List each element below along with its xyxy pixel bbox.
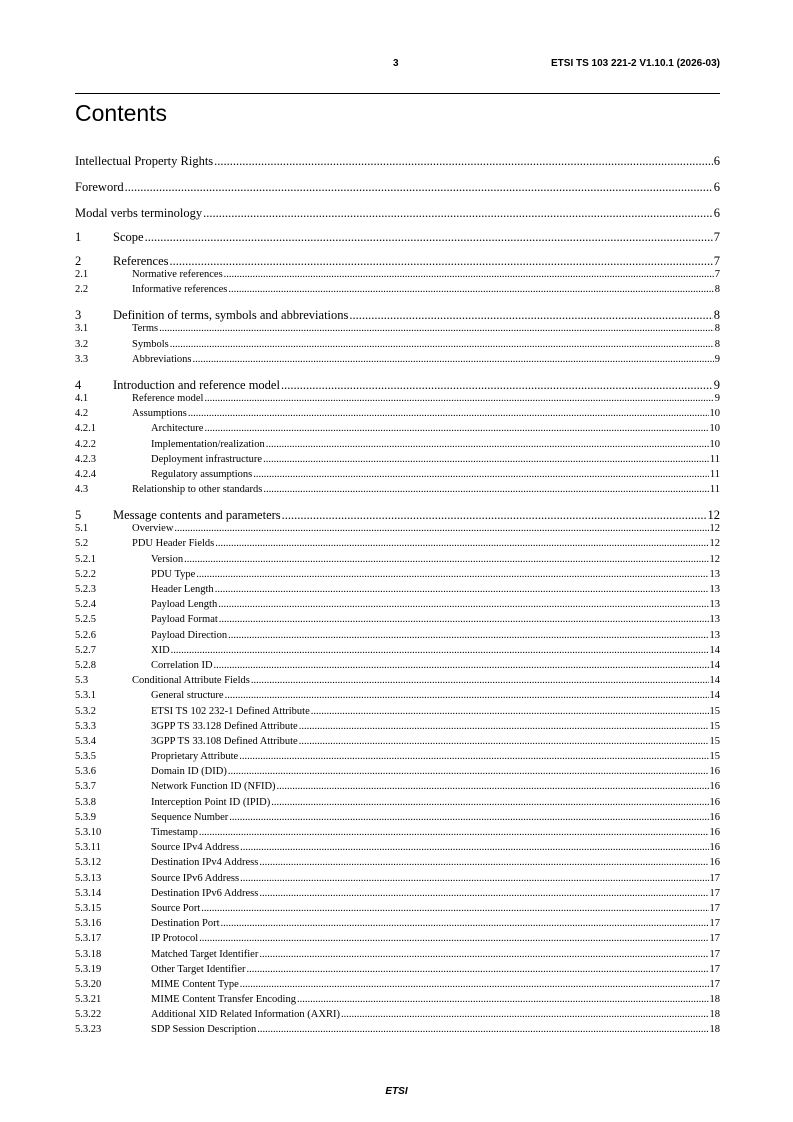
toc-entry-page: 6	[713, 206, 720, 220]
toc-leader-dots	[170, 254, 713, 269]
toc-entry-number: 2.1	[75, 269, 89, 280]
toc-entry-title: Normative references	[132, 269, 223, 280]
toc-entry[interactable]	[75, 690, 720, 705]
toc-entry-number: 4.3	[75, 484, 89, 496]
toc-entry-page: 10	[709, 423, 720, 435]
toc-entry-number: 2	[75, 254, 82, 268]
toc-entry[interactable]	[75, 645, 720, 660]
toc-entry-title: Conditional Attribute Fields	[132, 675, 250, 687]
toc-entry-number: 4.2.2	[75, 438, 96, 450]
toc-entry[interactable]	[75, 827, 720, 842]
toc-entry-page: 17	[709, 948, 720, 960]
toc-entry-page: 17	[709, 872, 720, 884]
toc-entry-number: 1	[75, 230, 82, 244]
toc-entry-page: 9	[713, 377, 720, 392]
toc-entry-page: 12	[707, 508, 720, 523]
toc-leader-dots	[225, 690, 709, 701]
table-of-contents	[75, 143, 720, 1040]
toc-leader-dots	[299, 721, 709, 732]
toc-entry-page: 7	[713, 254, 720, 268]
toc-entry[interactable]	[75, 721, 720, 736]
toc-entry-title: Additional XID Related Information (AXRI)	[151, 1009, 340, 1021]
toc-entry-number: 5.3.21	[75, 994, 102, 1006]
toc-entry-title: Overview	[132, 523, 174, 535]
toc-leader-dots	[196, 569, 708, 580]
toc-entry-page: 15	[709, 705, 720, 717]
toc-leader-dots	[240, 979, 709, 990]
toc-entry-title: Message contents and parameters	[113, 508, 281, 523]
toc-leader-dots	[125, 180, 713, 195]
toc-entry-page: 15	[709, 751, 720, 763]
toc-entry-title: Deployment infrastructure	[151, 453, 263, 465]
toc-entry[interactable]	[75, 408, 720, 423]
toc-entry[interactable]	[75, 245, 720, 269]
toc-entry-page: 9	[714, 353, 720, 365]
toc-entry[interactable]	[75, 781, 720, 796]
toc-entry-number: 5.3.16	[75, 918, 102, 930]
toc-entry-number: 5.3.19	[75, 963, 102, 975]
toc-entry[interactable]	[75, 918, 720, 933]
toc-entry-title: Source Port	[151, 902, 201, 914]
toc-entry[interactable]	[75, 797, 720, 812]
toc-entry-title: SDP Session Description	[151, 1024, 257, 1036]
toc-entry-number: 4	[75, 377, 82, 392]
toc-entry-title: Informative references	[132, 284, 228, 296]
toc-entry-number: 5.3.17	[75, 933, 102, 945]
toc-entry-title: Interception Point ID (IPID)	[151, 796, 271, 808]
toc-entry[interactable]	[75, 269, 720, 284]
toc-entry-number: 5.3.6	[75, 766, 96, 778]
toc-entry-title: Implementation/realization	[151, 438, 265, 450]
toc-entry-title: Timestamp	[151, 827, 198, 838]
toc-leader-dots	[299, 736, 709, 747]
toc-entry[interactable]	[75, 523, 720, 538]
toc-entry-page: 16	[709, 811, 720, 823]
toc-entry[interactable]	[75, 484, 720, 499]
toc-leader-dots	[229, 812, 708, 823]
toc-entry-title: ETSI TS 102 232-1 Defined Attribute	[151, 705, 310, 717]
toc-entry-title: Architecture	[151, 423, 204, 435]
toc-leader-dots	[174, 523, 708, 534]
toc-entry-page: 12	[709, 538, 720, 550]
toc-entry-title: Foreword	[75, 180, 124, 194]
toc-leader-dots	[240, 842, 708, 853]
toc-leader-dots	[199, 933, 708, 944]
toc-entry[interactable]	[75, 812, 720, 827]
toc-entry-title: IP Protocol	[151, 933, 199, 945]
toc-entry-number: 5.2.3	[75, 584, 96, 595]
toc-entry-number: 5.2.2	[75, 568, 96, 580]
toc-leader-dots	[251, 675, 709, 686]
toc-entry-number: 5.3.18	[75, 948, 102, 960]
toc-entry-page: 17	[709, 963, 720, 975]
toc-entry[interactable]	[75, 454, 720, 469]
toc-entry-page: 8	[714, 284, 720, 296]
toc-entry-page: 17	[709, 918, 720, 930]
toc-leader-dots	[259, 857, 708, 868]
toc-entry-number: 5.2.4	[75, 599, 96, 611]
toc-entry-number: 4.2.4	[75, 468, 96, 480]
toc-entry-number: 5.3.23	[75, 1024, 102, 1036]
toc-entry-title: Payload Length	[151, 599, 218, 611]
toc-leader-dots	[263, 484, 709, 495]
toc-entry[interactable]	[75, 584, 720, 599]
toc-entry-page: 8	[714, 338, 720, 350]
toc-entry[interactable]	[75, 614, 720, 629]
toc-entry[interactable]	[75, 499, 720, 523]
toc-entry-number: 3	[75, 308, 82, 323]
toc-entry-title: Matched Target Identifier	[151, 948, 259, 960]
toc-leader-dots	[311, 706, 709, 717]
toc-entry-number: 5.3.5	[75, 751, 96, 763]
toc-leader-dots	[341, 1009, 709, 1020]
toc-leader-dots	[214, 660, 709, 671]
toc-entry[interactable]	[75, 842, 720, 857]
toc-entry-page: 15	[709, 735, 720, 747]
toc-entry-number: 5.3.20	[75, 978, 102, 990]
toc-entry-page: 18	[709, 1009, 720, 1021]
toc-entry-number: 5.3.7	[75, 781, 96, 793]
toc-entry-page: 11	[709, 484, 720, 496]
toc-leader-dots	[239, 751, 708, 762]
toc-leader-dots	[259, 888, 708, 899]
toc-entry-page: 7	[714, 269, 720, 280]
toc-entry-title: PDU Header Fields	[132, 538, 215, 550]
toc-entry-page: 16	[709, 842, 720, 854]
toc-entry-number: 3.3	[75, 353, 89, 365]
toc-entry-page: 9	[714, 392, 720, 404]
toc-entry-page: 13	[709, 629, 720, 641]
toc-entry[interactable]	[75, 1024, 720, 1039]
toc-entry-page: 17	[709, 933, 720, 945]
toc-leader-dots	[145, 230, 713, 245]
toc-entry-page: 11	[709, 468, 720, 480]
toc-entry-number: 3.2	[75, 338, 89, 350]
toc-entry-title: Sequence Number	[151, 811, 229, 823]
toc-entry[interactable]	[75, 423, 720, 438]
toc-leader-dots	[201, 903, 708, 914]
toc-leader-dots	[228, 284, 713, 295]
toc-leader-dots	[184, 554, 708, 565]
toc-leader-dots	[259, 949, 708, 960]
toc-entry[interactable]	[75, 169, 720, 195]
toc-entry-title: Reference model	[132, 392, 204, 404]
toc-leader-dots	[228, 766, 709, 777]
toc-entry[interactable]	[75, 736, 720, 751]
toc-entry-title: Assumptions	[132, 408, 187, 420]
toc-entry[interactable]	[75, 706, 720, 721]
toc-entry-title: Terms	[132, 323, 159, 335]
toc-entry-title: XID	[151, 644, 170, 656]
toc-entry-number: 4.1	[75, 392, 89, 404]
toc-entry-page: 16	[709, 857, 720, 869]
toc-entry-number: 4.2.3	[75, 453, 96, 465]
toc-entry[interactable]	[75, 979, 720, 994]
toc-entry-number: 3.1	[75, 323, 89, 335]
toc-entry[interactable]	[75, 299, 720, 323]
toc-entry-title: Definition of terms, symbols and abbreviations	[113, 308, 349, 323]
toc-leader-dots	[266, 439, 709, 450]
toc-entry[interactable]	[75, 323, 720, 338]
toc-entry-number: 5.2.1	[75, 553, 96, 565]
toc-entry-title: Other Target Identifier	[151, 963, 246, 975]
toc-leader-dots	[159, 323, 714, 334]
toc-entry[interactable]	[75, 569, 720, 584]
toc-entry[interactable]	[75, 873, 720, 888]
toc-entry-page: 8	[714, 323, 720, 335]
toc-entry-title: 3GPP TS 33.108 Defined Attribute	[151, 735, 298, 747]
footer-logo-text: ETSI	[385, 1086, 408, 1097]
toc-entry-page: 13	[709, 599, 720, 611]
toc-entry-page: 14	[709, 644, 720, 656]
toc-leader-dots	[171, 645, 709, 656]
toc-entry-page: 16	[709, 827, 720, 838]
toc-entry[interactable]	[75, 439, 720, 454]
toc-leader-dots	[263, 454, 709, 465]
toc-leader-dots	[214, 154, 713, 169]
toc-entry[interactable]	[75, 949, 720, 964]
toc-entry[interactable]	[75, 675, 720, 690]
toc-entry-title: Header Length	[151, 584, 214, 595]
toc-entry-title: Destination IPv4 Address	[151, 857, 259, 869]
toc-entry[interactable]	[75, 888, 720, 903]
toc-entry-page: 15	[709, 720, 720, 732]
toc-entry-page: 16	[709, 796, 720, 808]
toc-entry-title: References	[113, 254, 169, 268]
toc-leader-dots	[349, 308, 712, 323]
toc-entry-number: 5.3.1	[75, 690, 96, 702]
toc-entry-number: 5.3.12	[75, 857, 102, 869]
toc-entry-page: 14	[709, 659, 720, 671]
toc-leader-dots	[215, 584, 709, 595]
toc-leader-dots	[297, 994, 709, 1005]
toc-entry-number: 5	[75, 508, 82, 523]
toc-entry-number: 2.2	[75, 284, 89, 296]
toc-entry-page: 11	[709, 453, 720, 465]
toc-entry[interactable]	[75, 354, 720, 369]
toc-entry-title: Source IPv4 Address	[151, 842, 240, 854]
toc-entry[interactable]	[75, 469, 720, 484]
toc-leader-dots	[204, 423, 708, 434]
toc-entry[interactable]	[75, 994, 720, 1009]
toc-leader-dots	[253, 469, 709, 480]
toc-entry-page: 10	[709, 408, 720, 420]
toc-entry-number: 5.3	[75, 675, 89, 687]
toc-entry-page: 12	[709, 523, 720, 535]
toc-entry[interactable]	[75, 766, 720, 781]
toc-leader-dots	[228, 630, 708, 641]
toc-entry-title: Destination Port	[151, 918, 220, 930]
toc-entry-title: Intellectual Property Rights	[75, 154, 214, 168]
toc-leader-dots	[218, 599, 708, 610]
toc-entry-page: 8	[713, 308, 720, 323]
toc-entry-title: Introduction and reference model	[113, 377, 280, 392]
toc-leader-dots	[219, 614, 709, 625]
toc-entry[interactable]	[75, 143, 720, 169]
toc-entry-title: Scope	[113, 230, 144, 244]
toc-entry-page: 17	[709, 978, 720, 990]
toc-entry-page: 12	[709, 553, 720, 565]
toc-entry-page: 16	[709, 781, 720, 793]
toc-leader-dots	[257, 1024, 708, 1035]
toc-entry-title: Modal verbs terminology	[75, 206, 203, 220]
toc-entry-title: Relationship to other standards	[132, 484, 263, 496]
toc-entry[interactable]	[75, 857, 720, 872]
toc-entry-title: Destination IPv6 Address	[151, 887, 259, 899]
toc-leader-dots	[199, 827, 709, 838]
toc-entry[interactable]	[75, 630, 720, 645]
toc-leader-dots	[240, 873, 708, 884]
toc-entry-title: 3GPP TS 33.128 Defined Attribute	[151, 720, 298, 732]
toc-entry[interactable]	[75, 339, 720, 354]
toc-entry-title: MIME Content Transfer Encoding	[151, 994, 296, 1006]
toc-entry-page: 17	[709, 887, 720, 899]
toc-entry[interactable]	[75, 554, 720, 569]
toc-entry-page: 6	[713, 154, 720, 168]
toc-entry-number: 5.3.22	[75, 1009, 102, 1021]
toc-leader-dots	[215, 538, 708, 549]
toc-entry-page: 18	[709, 1024, 720, 1036]
toc-leader-dots	[277, 781, 709, 792]
toc-entry[interactable]	[75, 964, 720, 979]
toc-entry-title: PDU Type	[151, 568, 196, 580]
toc-entry[interactable]	[75, 903, 720, 918]
toc-leader-dots	[204, 393, 713, 404]
toc-entry-number: 5.2.7	[75, 644, 96, 656]
toc-entry-number: 5.3.15	[75, 902, 102, 914]
toc-entry[interactable]	[75, 599, 720, 614]
toc-entry-title: Regulatory assumptions	[151, 468, 253, 480]
toc-leader-dots	[247, 964, 709, 975]
toc-entry-page: 10	[709, 438, 720, 450]
toc-entry[interactable]	[75, 751, 720, 766]
toc-entry-number: 5.3.11	[75, 842, 101, 854]
toc-leader-dots	[224, 269, 714, 280]
toc-entry-number: 4.2	[75, 408, 89, 420]
toc-entry-number: 5.3.14	[75, 887, 102, 899]
toc-entry-title: Payload Format	[151, 614, 218, 626]
toc-leader-dots	[203, 206, 713, 221]
toc-entry-page: 6	[713, 180, 720, 194]
toc-leader-dots	[221, 918, 709, 929]
toc-entry-number: 5.2	[75, 538, 89, 550]
toc-entry-number: 5.3.4	[75, 735, 96, 747]
toc-entry-title: Abbreviations	[132, 353, 192, 365]
toc-entry-number: 5.2.8	[75, 659, 96, 671]
toc-entry[interactable]	[75, 221, 720, 245]
toc-entry-page: 14	[709, 675, 720, 687]
toc-entry-page: 13	[709, 614, 720, 626]
toc-entry-page: 13	[709, 568, 720, 580]
page-header	[75, 58, 720, 72]
toc-entry-number: 5.1	[75, 523, 89, 535]
toc-entry-number: 5.2.5	[75, 614, 96, 626]
toc-entry-title: Symbols	[132, 338, 169, 350]
toc-leader-dots	[170, 339, 714, 350]
toc-entry-page: 18	[709, 994, 720, 1006]
toc-leader-dots	[281, 378, 713, 393]
page-number: 3	[393, 58, 399, 69]
toc-leader-dots	[193, 354, 714, 365]
toc-entry-title: Payload Direction	[151, 629, 228, 641]
toc-leader-dots	[282, 508, 707, 523]
toc-entry-title: MIME Content Type	[151, 978, 239, 990]
toc-leader-dots	[188, 408, 709, 419]
toc-entry-number: 5.3.9	[75, 811, 96, 823]
page-title: Contents	[75, 100, 168, 126]
toc-entry-title: General structure	[151, 690, 224, 702]
header-rule	[75, 93, 720, 94]
toc-entry-number: 5.3.10	[75, 827, 102, 838]
toc-entry-title: Version	[151, 553, 184, 565]
toc-entry-number: 5.3.2	[75, 705, 96, 717]
toc-entry-title: Correlation ID	[151, 659, 213, 671]
toc-entry-title: Proprietary Attribute	[151, 751, 239, 763]
document-id: ETSI TS 103 221-2 V1.10.1 (2026-03)	[551, 58, 720, 69]
toc-entry-number: 4.2.1	[75, 423, 96, 435]
toc-entry[interactable]	[75, 660, 720, 675]
toc-entry-title: Source IPv6 Address	[151, 872, 240, 884]
toc-entry[interactable]	[75, 538, 720, 553]
toc-entry[interactable]	[75, 1009, 720, 1024]
toc-entry-page: 14	[709, 690, 720, 702]
toc-entry-title: Network Function ID (NFID)	[151, 781, 276, 793]
toc-entry[interactable]	[75, 369, 720, 393]
toc-entry[interactable]	[75, 933, 720, 948]
toc-entry-page: 17	[709, 902, 720, 914]
toc-leader-dots	[271, 797, 708, 808]
toc-entry-number: 5.2.6	[75, 629, 96, 641]
toc-entry[interactable]	[75, 284, 720, 299]
toc-entry[interactable]	[75, 195, 720, 221]
toc-entry[interactable]	[75, 393, 720, 408]
toc-entry-page: 13	[709, 584, 720, 595]
toc-entry-page: 16	[709, 766, 720, 778]
toc-entry-number: 5.3.3	[75, 720, 96, 732]
toc-entry-number: 5.3.13	[75, 872, 102, 884]
toc-entry-title: Domain ID (DID)	[151, 766, 227, 778]
toc-entry-page: 7	[713, 230, 720, 244]
toc-entry-number: 5.3.8	[75, 796, 96, 808]
